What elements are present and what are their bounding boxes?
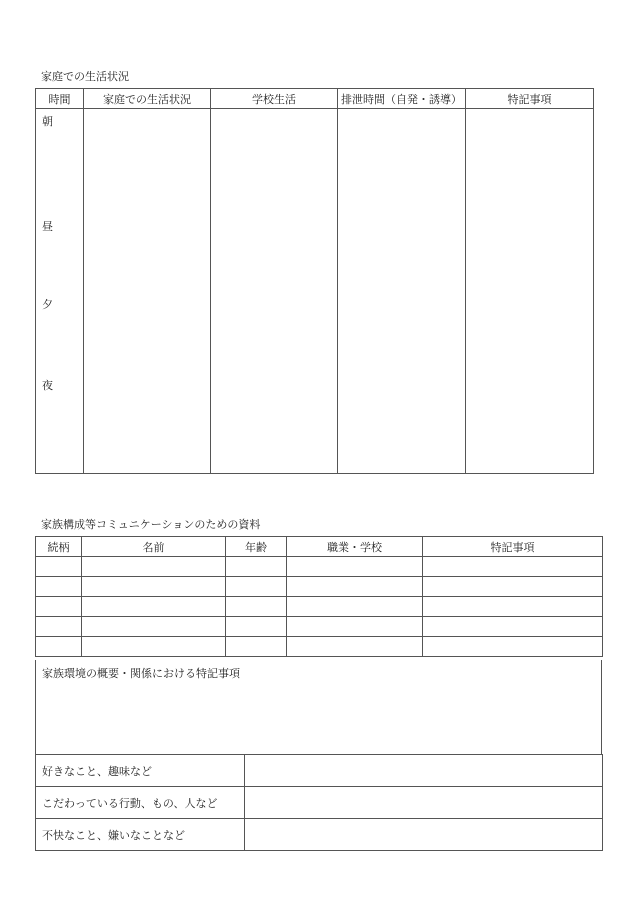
occupation-cell[interactable] bbox=[287, 617, 423, 637]
home-life-cell[interactable] bbox=[84, 109, 211, 474]
family-notes-cell[interactable] bbox=[423, 637, 603, 657]
header-name: 名前 bbox=[82, 537, 226, 557]
header-age: 年齢 bbox=[226, 537, 287, 557]
occupation-cell[interactable] bbox=[287, 577, 423, 597]
name-cell[interactable] bbox=[82, 557, 226, 577]
daily-body-row bbox=[36, 109, 594, 474]
dislikes-label: 不快なこと、嫌いなことなど bbox=[36, 819, 245, 851]
family-section-title: 家族構成等コミュニケーションのための資料 bbox=[41, 518, 261, 531]
family-row bbox=[36, 617, 603, 637]
time-evening: 夕 bbox=[42, 298, 53, 311]
preference-row-dislikes bbox=[36, 819, 603, 851]
time-morning: 朝 bbox=[42, 115, 53, 128]
family-notes-cell[interactable] bbox=[423, 617, 603, 637]
header-family-notes: 特記事項 bbox=[423, 537, 603, 557]
occupation-cell[interactable] bbox=[287, 557, 423, 577]
relationship-cell[interactable] bbox=[36, 557, 82, 577]
occupation-cell[interactable] bbox=[287, 637, 423, 657]
occupation-cell[interactable] bbox=[287, 597, 423, 617]
fixations-label: こだわっている行動、もの、人など bbox=[36, 787, 245, 819]
family-notes-cell[interactable] bbox=[423, 577, 603, 597]
family-notes-cell[interactable] bbox=[423, 557, 603, 577]
relationship-cell[interactable] bbox=[36, 617, 82, 637]
age-cell[interactable] bbox=[226, 637, 287, 657]
age-cell[interactable] bbox=[226, 597, 287, 617]
name-cell[interactable] bbox=[82, 617, 226, 637]
family-row bbox=[36, 597, 603, 617]
dislikes-cell[interactable] bbox=[245, 819, 603, 851]
time-noon: 昼 bbox=[42, 220, 53, 233]
family-environment-label: 家族環境の概要・関係における特記事項 bbox=[42, 667, 240, 680]
header-home-life: 家庭での生活状況 bbox=[84, 89, 211, 109]
time-column bbox=[36, 109, 84, 474]
header-toilet-time: 排泄時間（自発・誘導） bbox=[338, 89, 466, 109]
family-environment-box[interactable] bbox=[35, 660, 602, 755]
name-cell[interactable] bbox=[82, 577, 226, 597]
relationship-cell[interactable] bbox=[36, 637, 82, 657]
preference-row-fixations bbox=[36, 787, 603, 819]
time-night: 夜 bbox=[42, 379, 53, 392]
family-row bbox=[36, 637, 603, 657]
school-life-cell[interactable] bbox=[211, 109, 338, 474]
family-header-row bbox=[36, 537, 603, 557]
family-row bbox=[36, 557, 603, 577]
relationship-cell[interactable] bbox=[36, 597, 82, 617]
age-cell[interactable] bbox=[226, 577, 287, 597]
header-notes: 特記事項 bbox=[466, 89, 594, 109]
name-cell[interactable] bbox=[82, 637, 226, 657]
age-cell[interactable] bbox=[226, 617, 287, 637]
daily-section-title: 家庭での生活状況 bbox=[41, 70, 129, 83]
family-notes-cell[interactable] bbox=[423, 597, 603, 617]
header-school-life: 学校生活 bbox=[211, 89, 338, 109]
preference-row-likes bbox=[36, 755, 603, 787]
likes-label: 好きなこと、趣味など bbox=[36, 755, 245, 787]
toilet-time-cell[interactable] bbox=[338, 109, 466, 474]
header-relationship: 続柄 bbox=[36, 537, 82, 557]
preferences-table bbox=[35, 754, 603, 851]
daily-life-table bbox=[35, 88, 594, 474]
header-occupation: 職業・学校 bbox=[287, 537, 423, 557]
age-cell[interactable] bbox=[226, 557, 287, 577]
daily-notes-cell[interactable] bbox=[466, 109, 594, 474]
family-table bbox=[35, 536, 603, 657]
daily-header-row bbox=[36, 89, 594, 109]
fixations-cell[interactable] bbox=[245, 787, 603, 819]
name-cell[interactable] bbox=[82, 597, 226, 617]
family-row bbox=[36, 577, 603, 597]
header-time: 時間 bbox=[36, 89, 84, 109]
relationship-cell[interactable] bbox=[36, 577, 82, 597]
likes-cell[interactable] bbox=[245, 755, 603, 787]
